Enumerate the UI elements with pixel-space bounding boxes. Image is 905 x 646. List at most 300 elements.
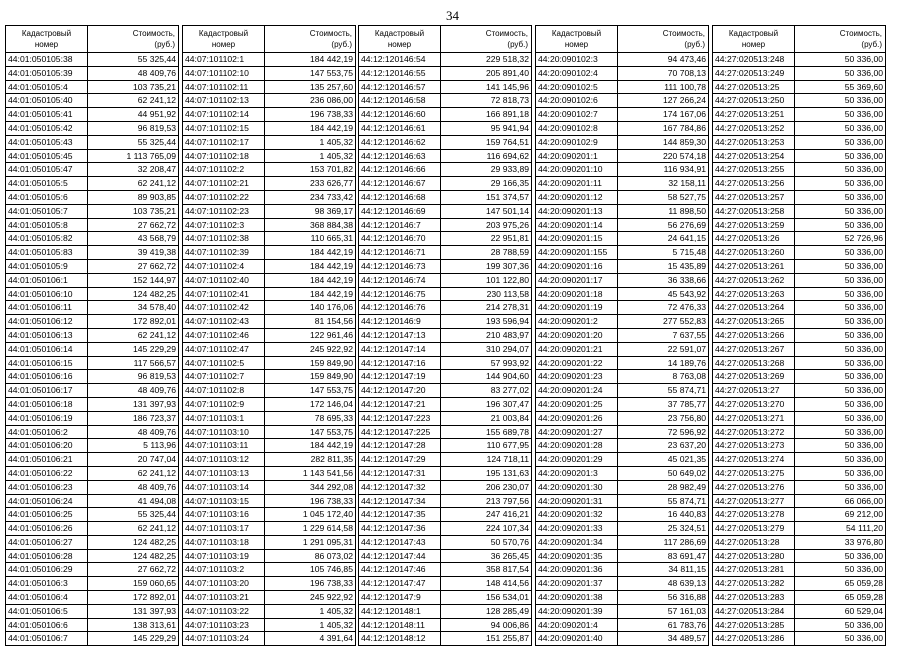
table-row (359, 439, 532, 453)
cadastral-number-cell: 44:12:120146:7 (359, 218, 441, 232)
cost-cell: 159 060,65 (88, 577, 179, 591)
cost-cell: 14 189,76 (618, 356, 709, 370)
cost-cell: 32 158,11 (618, 177, 709, 191)
table-row (713, 618, 886, 632)
cadastral-number-cell: 44:20:090201:21 (536, 342, 618, 356)
cost-cell: 310 294,07 (441, 342, 532, 356)
cadastral-number-cell: 44:01:050106:12 (6, 315, 88, 329)
cadastral-number-cell: 44:01:050106:21 (6, 453, 88, 467)
cost-cell: 172 892,01 (88, 315, 179, 329)
table-row (6, 494, 179, 508)
table-row (359, 618, 532, 632)
cadastral-number-cell: 44:27:020513:270 (713, 397, 795, 411)
cost-cell: 213 797,56 (441, 494, 532, 508)
table-row (536, 273, 709, 287)
cost-cell: 50 336,00 (795, 135, 886, 149)
cost-cell: 147 553,75 (265, 384, 356, 398)
cost-cell: 25 324,51 (618, 522, 709, 536)
table-row (359, 218, 532, 232)
cadastral-number-cell: 44:07:101103:16 (183, 508, 265, 522)
cadastral-number-cell: 44:01:050106:11 (6, 301, 88, 315)
table-row (536, 94, 709, 108)
cadastral-number-cell: 44:12:120147:34 (359, 494, 441, 508)
cost-cell: 55 325,44 (88, 508, 179, 522)
cadastral-number-cell: 44:01:050105:8 (6, 218, 88, 232)
table-row (6, 246, 179, 260)
cadastral-number-cell: 44:01:050106:19 (6, 411, 88, 425)
cadastral-number-cell: 44:12:120146:74 (359, 273, 441, 287)
table-row (359, 425, 532, 439)
cadastral-number-cell: 44:01:050105:5 (6, 177, 88, 191)
cadastral-number-cell: 44:20:090201:18 (536, 287, 618, 301)
cost-cell: 62 241,12 (88, 177, 179, 191)
cadastral-number-cell: 44:27:020513:254 (713, 149, 795, 163)
table-row (183, 356, 356, 370)
cadastral-number-cell: 44:01:050106:28 (6, 549, 88, 563)
cost-cell: 155 689,78 (441, 425, 532, 439)
cost-cell: 116 934,91 (618, 163, 709, 177)
table-row (6, 397, 179, 411)
cost-cell: 44 951,92 (88, 108, 179, 122)
table-row (183, 577, 356, 591)
cadastral-number-cell: 44:27:020513:285 (713, 618, 795, 632)
cost-cell: 101 122,80 (441, 273, 532, 287)
cadastral-number-cell: 44:20:090201:35 (536, 549, 618, 563)
cost-cell: 29 166,35 (441, 177, 532, 191)
cost-cell: 34 811,15 (618, 563, 709, 577)
cost-cell: 21 003,84 (441, 411, 532, 425)
cost-cell: 50 336,00 (795, 259, 886, 273)
cadastral-number-cell: 44:07:101102:13 (183, 94, 265, 108)
cost-cell: 172 892,01 (88, 591, 179, 605)
table-row (183, 342, 356, 356)
cadastral-number-cell: 44:27:020513:251 (713, 108, 795, 122)
cost-cell: 37 785,77 (618, 397, 709, 411)
cost-cell: 72 818,73 (441, 94, 532, 108)
cost-cell: 50 336,00 (795, 453, 886, 467)
table-row (359, 190, 532, 204)
table-row (713, 66, 886, 80)
table-row (183, 563, 356, 577)
cadastral-number-cell: 44:27:020513:282 (713, 577, 795, 591)
cost-cell: 368 884,38 (265, 218, 356, 232)
cadastral-number-cell: 44:20:090201:26 (536, 411, 618, 425)
table-row (6, 356, 179, 370)
table-row (183, 480, 356, 494)
cost-cell: 138 313,61 (88, 618, 179, 632)
cadastral-number-cell: 44:01:050106:14 (6, 342, 88, 356)
table-row (359, 453, 532, 467)
cadastral-number-cell: 44:01:050105:82 (6, 232, 88, 246)
cost-cell: 32 208,47 (88, 163, 179, 177)
table-row (183, 494, 356, 508)
cost-cell: 184 442,19 (265, 246, 356, 260)
cost-cell: 34 489,57 (618, 632, 709, 646)
cadastral-number-cell: 44:27:020513:255 (713, 163, 795, 177)
table-row (713, 259, 886, 273)
table-row (183, 218, 356, 232)
cost-cell: 50 336,00 (795, 466, 886, 480)
table-row (713, 53, 886, 67)
header-line: номер (34, 40, 59, 49)
cadastral-number-cell: 44:12:120146:73 (359, 259, 441, 273)
cadastral-number-cell: 44:20:090102:9 (536, 135, 618, 149)
cost-cell: 358 817,54 (441, 563, 532, 577)
cadastral-number-cell: 44:07:101102:4 (183, 259, 265, 273)
cost-cell: 39 419,38 (88, 246, 179, 260)
cost-cell: 151 374,57 (441, 190, 532, 204)
cadastral-number-cell: 44:12:120147:46 (359, 563, 441, 577)
table-row (536, 480, 709, 494)
cost-cell: 184 442,19 (265, 273, 356, 287)
table-row (713, 163, 886, 177)
cost-cell: 110 665,31 (265, 232, 356, 246)
cost-cell: 103 735,21 (88, 80, 179, 94)
cadastral-number-cell: 44:07:101102:22 (183, 190, 265, 204)
cost-cell: 224 107,34 (441, 522, 532, 536)
cost-cell: 45 021,35 (618, 453, 709, 467)
table-row (359, 384, 532, 398)
cost-cell: 50 336,00 (795, 121, 886, 135)
cost-cell: 95 941,94 (441, 121, 532, 135)
cadastral-number-cell: 44:07:101102:7 (183, 370, 265, 384)
table-row (536, 577, 709, 591)
table-row (713, 342, 886, 356)
cost-cell: 50 336,00 (795, 108, 886, 122)
table-row (6, 466, 179, 480)
cadastral-number-cell: 44:27:020513:275 (713, 466, 795, 480)
cadastral-number-cell: 44:12:120146:62 (359, 135, 441, 149)
cadastral-number-cell: 44:01:050105:4 (6, 80, 88, 94)
cost-cell: 29 933,89 (441, 163, 532, 177)
table-row (359, 315, 532, 329)
cadastral-number-cell: 44:12:120146:57 (359, 80, 441, 94)
cadastral-number-cell: 44:01:050106:15 (6, 356, 88, 370)
cadastral-number-cell: 44:12:120146:60 (359, 108, 441, 122)
table-row (6, 135, 179, 149)
cost-cell: 117 566,57 (88, 356, 179, 370)
table-row (713, 149, 886, 163)
cost-cell: 55 369,60 (795, 80, 886, 94)
table-row (6, 618, 179, 632)
table-row (713, 287, 886, 301)
cost-cell: 22 591,07 (618, 342, 709, 356)
cost-cell: 65 059,28 (795, 577, 886, 591)
cadastral-number-header (713, 26, 795, 53)
table-row (6, 425, 179, 439)
cost-cell: 128 285,49 (441, 604, 532, 618)
table-row (713, 370, 886, 384)
table-row (6, 342, 179, 356)
table-row (359, 577, 532, 591)
header-line: (руб.) (861, 40, 882, 49)
cadastral-number-cell: 44:12:120148:1 (359, 604, 441, 618)
cost-cell: 98 369,17 (265, 204, 356, 218)
cost-cell: 86 073,02 (265, 549, 356, 563)
cost-cell: 94 006,86 (441, 618, 532, 632)
cadastral-number-cell: 44:01:050105:41 (6, 108, 88, 122)
table-row (183, 604, 356, 618)
cadastral-number-cell: 44:01:050105:9 (6, 259, 88, 273)
cadastral-number-cell: 44:01:050106:22 (6, 466, 88, 480)
header-line: (руб.) (684, 40, 705, 49)
cadastral-value-columns (0, 25, 905, 644)
cadastral-number-cell: 44:12:120146:61 (359, 121, 441, 135)
table-row (6, 190, 179, 204)
cadastral-number-cell: 44:07:101102:47 (183, 342, 265, 356)
table-row (359, 480, 532, 494)
table-row (536, 411, 709, 425)
cost-cell: 62 241,12 (88, 94, 179, 108)
cadastral-number-cell: 44:27:020513:283 (713, 591, 795, 605)
cadastral-number-cell: 44:27:020513:27 (713, 384, 795, 398)
cost-cell: 62 241,12 (88, 522, 179, 536)
table-row (536, 246, 709, 260)
cost-cell: 52 726,96 (795, 232, 886, 246)
cadastral-number-cell: 44:12:120147:9 (359, 591, 441, 605)
cost-cell: 220 574,18 (618, 149, 709, 163)
cadastral-number-cell: 44:12:120146:63 (359, 149, 441, 163)
table-row (6, 94, 179, 108)
table-row (359, 135, 532, 149)
cost-cell: 62 241,12 (88, 328, 179, 342)
table-row (6, 411, 179, 425)
cadastral-table-4 (535, 25, 709, 646)
table-row (713, 108, 886, 122)
cost-cell: 28 982,49 (618, 480, 709, 494)
cadastral-number-cell: 44:07:101103:24 (183, 632, 265, 646)
table-row (6, 453, 179, 467)
cadastral-number-cell: 44:07:101102:3 (183, 218, 265, 232)
table-row (183, 273, 356, 287)
cadastral-number-cell: 44:01:050106:29 (6, 563, 88, 577)
cost-cell: 5 113,96 (88, 439, 179, 453)
cost-cell: 50 336,00 (795, 328, 886, 342)
cadastral-number-cell: 44:01:050105:39 (6, 66, 88, 80)
cadastral-number-cell: 44:27:020513:281 (713, 563, 795, 577)
cost-cell: 89 903,85 (88, 190, 179, 204)
table-row (6, 273, 179, 287)
cost-cell: 196 307,47 (441, 397, 532, 411)
cadastral-number-cell: 44:27:020513:264 (713, 301, 795, 315)
table-row (713, 591, 886, 605)
cadastral-number-cell: 44:27:020513:276 (713, 480, 795, 494)
cost-cell: 172 146,04 (265, 397, 356, 411)
cost-cell: 344 292,08 (265, 480, 356, 494)
cadastral-number-cell: 44:07:101102:11 (183, 80, 265, 94)
page-number: 34 (446, 8, 459, 23)
cadastral-number-cell: 44:01:050106:20 (6, 439, 88, 453)
table-row (713, 439, 886, 453)
cadastral-number-cell: 44:27:020513:250 (713, 94, 795, 108)
table-row (183, 259, 356, 273)
cadastral-number-cell: 44:27:020513:271 (713, 411, 795, 425)
cost-cell: 50 336,00 (795, 94, 886, 108)
cadastral-number-cell: 44:12:120146:54 (359, 53, 441, 67)
table-row (713, 397, 886, 411)
table-row (183, 535, 356, 549)
table-row (359, 370, 532, 384)
cadastral-number-cell: 44:07:101102:23 (183, 204, 265, 218)
cadastral-number-cell: 44:07:101102:40 (183, 273, 265, 287)
table-row (6, 232, 179, 246)
cost-cell: 50 336,00 (795, 480, 886, 494)
cost-cell: 193 596,94 (441, 315, 532, 329)
cost-cell: 48 409,76 (88, 425, 179, 439)
table-row (6, 384, 179, 398)
cadastral-number-cell: 44:27:020513:26 (713, 232, 795, 246)
table-row (359, 259, 532, 273)
cadastral-number-cell: 44:20:090201:17 (536, 273, 618, 287)
cost-cell: 152 144,97 (88, 273, 179, 287)
cost-cell: 83 277,02 (441, 384, 532, 398)
cost-cell: 94 473,46 (618, 53, 709, 67)
cadastral-number-cell: 44:01:050106:2 (6, 425, 88, 439)
table-row (183, 135, 356, 149)
cost-cell: 50 336,00 (795, 439, 886, 453)
table-row (359, 604, 532, 618)
cost-cell: 124 482,25 (88, 535, 179, 549)
table-row (183, 149, 356, 163)
cadastral-number-cell: 44:07:101102:18 (183, 149, 265, 163)
cost-cell: 210 483,97 (441, 328, 532, 342)
table-row (713, 204, 886, 218)
table-row (536, 53, 709, 67)
cadastral-number-cell: 44:01:050105:38 (6, 53, 88, 67)
cost-cell: 50 336,00 (795, 287, 886, 301)
table-row (536, 591, 709, 605)
cadastral-number-cell: 44:20:090201:1 (536, 149, 618, 163)
cost-cell: 43 568,79 (88, 232, 179, 246)
cadastral-number-cell: 44:20:090201:39 (536, 604, 618, 618)
cost-cell: 124 482,25 (88, 549, 179, 563)
cost-cell: 122 961,46 (265, 328, 356, 342)
table-row (359, 563, 532, 577)
cadastral-table-3 (358, 25, 532, 646)
table-row (183, 287, 356, 301)
header-line: номер (211, 40, 236, 49)
table-row (183, 315, 356, 329)
table-row (536, 356, 709, 370)
cost-cell: 135 257,60 (265, 80, 356, 94)
cost-cell: 55 325,44 (88, 135, 179, 149)
table-row (536, 121, 709, 135)
cost-cell: 27 662,72 (88, 563, 179, 577)
cost-cell: 145 229,29 (88, 632, 179, 646)
cadastral-table-5 (712, 25, 886, 646)
cost-cell: 144 859,30 (618, 135, 709, 149)
cost-cell: 195 131,63 (441, 466, 532, 480)
cost-cell: 203 975,26 (441, 218, 532, 232)
table-row (183, 328, 356, 342)
cost-cell: 28 788,59 (441, 246, 532, 260)
table-row (713, 315, 886, 329)
cost-cell: 54 111,20 (795, 522, 886, 536)
cadastral-number-cell: 44:12:120147:14 (359, 342, 441, 356)
cadastral-number-cell: 44:20:090201:22 (536, 356, 618, 370)
table-row (6, 577, 179, 591)
cadastral-number-cell: 44:20:090201:38 (536, 591, 618, 605)
header-line: Стоимость, (132, 29, 175, 38)
cadastral-number-cell: 44:12:120147:19 (359, 370, 441, 384)
cadastral-number-cell: 44:07:101103:2 (183, 563, 265, 577)
cost-header (441, 26, 532, 53)
cadastral-number-cell: 44:20:090201:3 (536, 466, 618, 480)
table-row (359, 549, 532, 563)
cadastral-number-cell: 44:07:101102:17 (183, 135, 265, 149)
cadastral-number-cell: 44:20:090201:15 (536, 232, 618, 246)
cost-cell: 5 715,48 (618, 246, 709, 260)
table-row (713, 604, 886, 618)
cadastral-number-cell: 44:01:050106:27 (6, 535, 88, 549)
table-row (183, 397, 356, 411)
cost-cell: 34 578,40 (88, 301, 179, 315)
cost-cell: 116 694,62 (441, 149, 532, 163)
cost-cell: 50 336,00 (795, 425, 886, 439)
cost-cell: 1 405,32 (265, 135, 356, 149)
table-row (359, 94, 532, 108)
cost-cell: 50 336,00 (795, 315, 886, 329)
cost-cell: 48 639,13 (618, 577, 709, 591)
cadastral-number-cell: 44:07:101102:10 (183, 66, 265, 80)
cadastral-number-cell: 44:07:101103:12 (183, 453, 265, 467)
cost-cell: 50 336,00 (795, 563, 886, 577)
cadastral-number-cell: 44:01:050105:45 (6, 149, 88, 163)
cadastral-number-cell: 44:07:101102:43 (183, 315, 265, 329)
table-row (536, 135, 709, 149)
cadastral-number-cell: 44:27:020513:25 (713, 80, 795, 94)
table-row (536, 301, 709, 315)
cost-cell: 1 405,32 (265, 604, 356, 618)
cadastral-number-cell: 44:27:020513:277 (713, 494, 795, 508)
table-row (536, 190, 709, 204)
cadastral-number-cell: 44:12:120147:36 (359, 522, 441, 536)
cadastral-number-cell: 44:20:090201:27 (536, 425, 618, 439)
cadastral-number-cell: 44:07:101103:10 (183, 425, 265, 439)
cost-header (795, 26, 886, 53)
cost-cell: 72 596,92 (618, 425, 709, 439)
table-row (183, 632, 356, 646)
cost-cell: 282 811,35 (265, 453, 356, 467)
cost-cell: 41 494,08 (88, 494, 179, 508)
cost-cell: 199 307,36 (441, 259, 532, 273)
table-row (183, 591, 356, 605)
header-line: Стоимость, (662, 29, 705, 38)
table-row (359, 273, 532, 287)
table-row (359, 232, 532, 246)
cost-cell: 214 278,31 (441, 301, 532, 315)
cadastral-number-cell: 44:01:050106:23 (6, 480, 88, 494)
cost-header (618, 26, 709, 53)
cadastral-number-header (536, 26, 618, 53)
table-row (713, 94, 886, 108)
cost-cell: 50 336,00 (795, 384, 886, 398)
cost-cell: 50 336,00 (795, 204, 886, 218)
table-row (536, 287, 709, 301)
cost-cell: 50 336,00 (795, 301, 886, 315)
table-row (6, 287, 179, 301)
table-row (713, 535, 886, 549)
cost-cell: 50 336,00 (795, 370, 886, 384)
cost-cell: 66 066,00 (795, 494, 886, 508)
cost-cell: 131 397,93 (88, 397, 179, 411)
table-row (536, 342, 709, 356)
table-header-row (183, 26, 356, 53)
table-row (183, 549, 356, 563)
table-row (359, 301, 532, 315)
table-row (359, 108, 532, 122)
cadastral-number-cell: 44:12:120148:12 (359, 632, 441, 646)
